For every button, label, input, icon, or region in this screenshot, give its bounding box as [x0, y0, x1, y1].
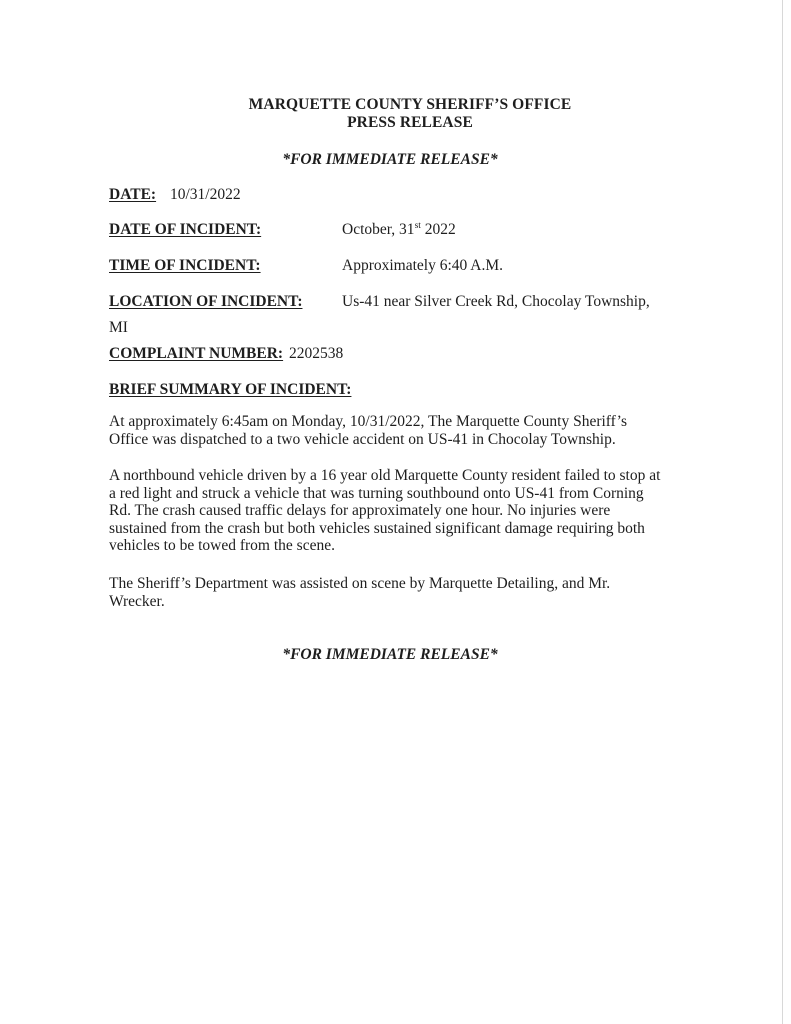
page-edge-line [782, 0, 783, 1024]
incident-location-value: Us-41 near Silver Creek Rd, Chocolay Township, [342, 293, 650, 310]
summary-heading: BRIEF SUMMARY OF INCIDENT: [109, 381, 352, 398]
immediate-release-bottom: *FOR IMMEDIATE RELEASE* [282, 646, 498, 663]
incident-location-state: MI [109, 319, 128, 336]
summary-paragraph-3: The Sheriff’s Department was assisted on scene by Marquette Detailing, and Mr. Wrecker. [109, 575, 611, 610]
immediate-release-top: *FOR IMMEDIATE RELEASE* [282, 151, 498, 168]
summary-paragraph-1: At approximately 6:45am on Monday, 10/31/2022, The Marquette County Sheriff’s Office was dispatched to a two vehicle accident on US-41 in Chocolay Township. [109, 413, 628, 448]
incident-time-value: Approximately 6:40 A.M. [342, 257, 504, 274]
incident-time-label: TIME OF INCIDENT: [109, 257, 261, 274]
complaint-label: COMPLAINT NUMBER: [109, 345, 284, 362]
incident-date-label: DATE OF INCIDENT: [109, 221, 262, 238]
incident-date-text: October, 31 [342, 221, 415, 238]
incident-date-value [342, 220, 456, 239]
date-row [109, 185, 241, 204]
complaint-number: 2202538 [288, 345, 344, 362]
incident-location-label: LOCATION OF INCIDENT: [109, 293, 303, 310]
date-label: DATE: [109, 186, 157, 203]
summary-paragraph-2: A northbound vehicle driven by a 16 year old Marquette County resident failed to stop at a red light and struck a vehicle that was turning southbound onto US-41 from Corning Rd. The crash caused traffic delays for approximately one hour. No injuries were sustained from the crash but both vehicles sustained significant damage requiring both vehicles to be towed from the scene. [109, 467, 661, 554]
incident-date-ordinal: st [414, 221, 421, 231]
complaint-row [109, 344, 343, 363]
date-value: 10/31/2022 [169, 186, 241, 203]
office-title: MARQUETTE COUNTY SHERIFF’S OFFICE [248, 96, 572, 113]
press-release-title: PRESS RELEASE [347, 114, 473, 131]
incident-date-year: 2022 [420, 221, 456, 238]
